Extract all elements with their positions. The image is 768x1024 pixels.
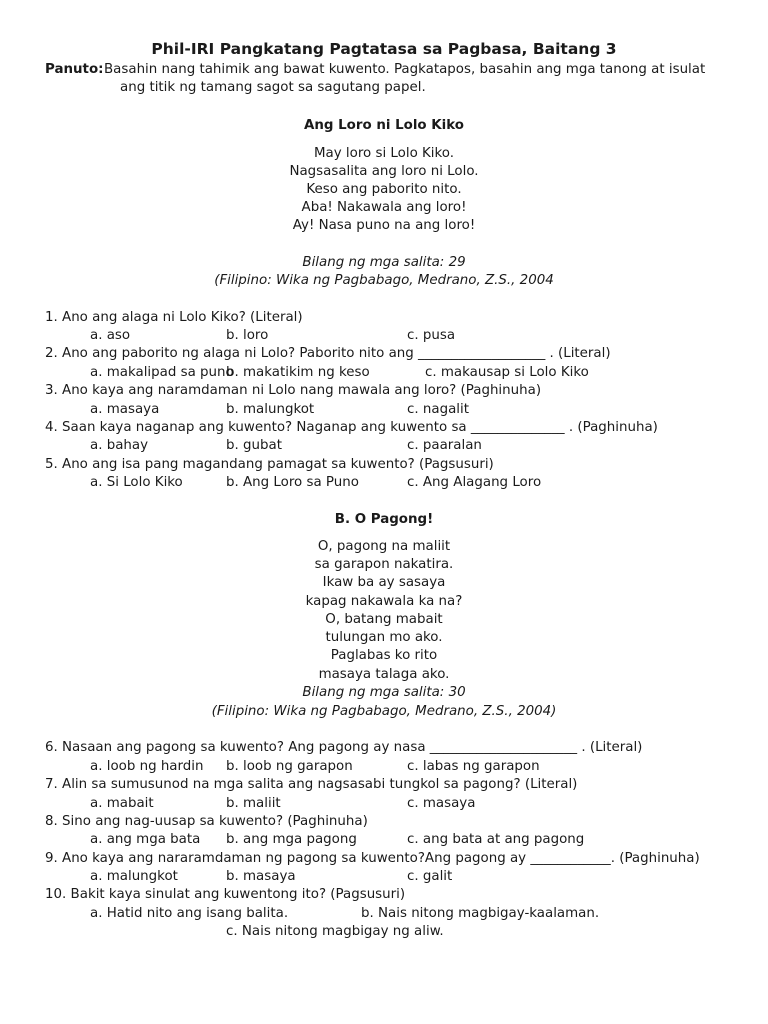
choice-1a: a. aso — [90, 328, 131, 343]
choice-9a: a. malungkot — [90, 869, 178, 884]
story-b-line: O, batang mabait — [325, 612, 443, 627]
choice-9c: c. galit — [407, 869, 453, 884]
story-b-line: sa garapon nakatira. — [314, 557, 454, 572]
choice-4b: b. gubat — [226, 438, 282, 453]
question-9: 9. Ano kaya ang nararamdaman ng pagong sa kuwento?Ang pagong ay ____________. (Paghinuha) — [45, 851, 700, 866]
choice-4a: a. bahay — [90, 438, 149, 453]
question-4: 4. Saan kaya naganap ang kuwento? Naganap ang kuwento sa ______________ . (Paghinuha) — [45, 420, 658, 435]
story-a-line: Ay! Nasa puno na ang loro! — [292, 218, 476, 233]
story-b-word-count: Bilang ng mga salita: 30 — [302, 685, 466, 700]
choice-10b: b. Nais nitong magbigay-kaalaman. — [361, 906, 600, 921]
question-2: 2. Ano ang paborito ng alaga ni Lolo? Paborito nito ang ___________________ . (Literal) — [45, 346, 611, 361]
story-a-line: Keso ang paborito nito. — [306, 182, 462, 197]
choice-6b: b. loob ng garapon — [226, 759, 353, 774]
question-3: 3. Ano kaya ang naramdaman ni Lolo nang mawala ang loro? (Paghinuha) — [45, 383, 542, 398]
story-b-line: tulungan mo ako. — [325, 630, 443, 645]
question-10: 10. Bakit kaya sinulat ang kuwentong ito? (Pagsusuri) — [45, 887, 406, 902]
choice-5a: a. Si Lolo Kiko — [90, 475, 183, 490]
choice-3a: a. masaya — [90, 402, 160, 417]
question-8: 8. Sino ang nag-uusap sa kuwento? (Paghinuha) — [45, 814, 368, 829]
choice-8c: c. ang bata at ang pagong — [407, 832, 585, 847]
story-a-line: Aba! Nakawala ang loro! — [301, 200, 467, 215]
question-1: 1. Ano ang alaga ni Lolo Kiko? (Literal) — [45, 310, 303, 325]
story-b-line: Paglabas ko rito — [330, 648, 438, 663]
choice-3c: c. nagalit — [407, 402, 469, 417]
instruction-label: Panuto: — [45, 62, 104, 77]
story-b-source: (Filipino: Wika ng Pagbabago, Medrano, Z.S., 2004) — [211, 704, 557, 719]
choice-6c: c. labas ng garapon — [407, 759, 540, 774]
story-a-line: Nagsasalita ang loro ni Lolo. — [289, 164, 479, 179]
instruction-line-1: Basahin nang tahimik ang bawat kuwento. Pagkatapos, basahin ang mga tanong at isulat — [104, 62, 706, 77]
choice-1b: b. loro — [226, 328, 269, 343]
choice-4c: c. paaralan — [407, 438, 482, 453]
story-b-title: B. O Pagong! — [334, 512, 434, 527]
choice-7b: b. maliit — [226, 796, 281, 811]
question-7: 7. Alin sa sumusunod na mga salita ang nagsasabi tungkol sa pagong? (Literal) — [45, 777, 578, 792]
story-a-source: (Filipino: Wika ng Pagbabago, Medrano, Z.S., 2004 — [214, 273, 554, 288]
choice-7c: c. masaya — [407, 796, 476, 811]
story-b-line: masaya talaga ako. — [318, 667, 450, 682]
choice-2b: b. makatikim ng keso — [226, 365, 370, 380]
choice-1c: c. pusa — [407, 328, 456, 343]
question-5: 5. Ano ang isa pang magandang pamagat sa kuwento? (Pagsusuri) — [45, 457, 494, 472]
story-b-line: O, pagong na maliit — [317, 539, 451, 554]
story-a-title: Ang Loro ni Lolo Kiko — [303, 118, 465, 133]
story-b-line: kapag nakawala ka na? — [305, 594, 463, 609]
story-a-line: May loro si Lolo Kiko. — [313, 146, 455, 161]
choice-10a: a. Hatid nito ang isang balita. — [90, 906, 289, 921]
choice-5b: b. Ang Loro sa Puno — [226, 475, 359, 490]
page-title: Phil-IRI Pangkatang Pagtatasa sa Pagbasa, Baitang 3 — [151, 40, 617, 58]
choice-8a: a. ang mga bata — [90, 832, 201, 847]
story-b-line: Ikaw ba ay sasaya — [322, 575, 446, 590]
choice-9b: b. masaya — [226, 869, 296, 884]
choice-2c: c. makausap si Lolo Kiko — [425, 365, 589, 380]
choice-7a: a. mabait — [90, 796, 154, 811]
choice-6a: a. loob ng hardin — [90, 759, 204, 774]
choice-3b: b. malungkot — [226, 402, 315, 417]
choice-10c: c. Nais nitong magbigay ng aliw. — [226, 924, 444, 939]
story-a-word-count: Bilang ng mga salita: 29 — [302, 255, 466, 270]
choice-8b: b. ang mga pagong — [226, 832, 357, 847]
choice-2a: a. makalipad sa puno — [90, 365, 234, 380]
choice-5c: c. Ang Alagang Loro — [407, 475, 542, 490]
instruction-line-2: ang titik ng tamang sagot sa sagutang papel. — [120, 80, 426, 95]
question-6: 6. Nasaan ang pagong sa kuwento? Ang pagong ay nasa ______________________ . (Literal) — [45, 740, 643, 755]
